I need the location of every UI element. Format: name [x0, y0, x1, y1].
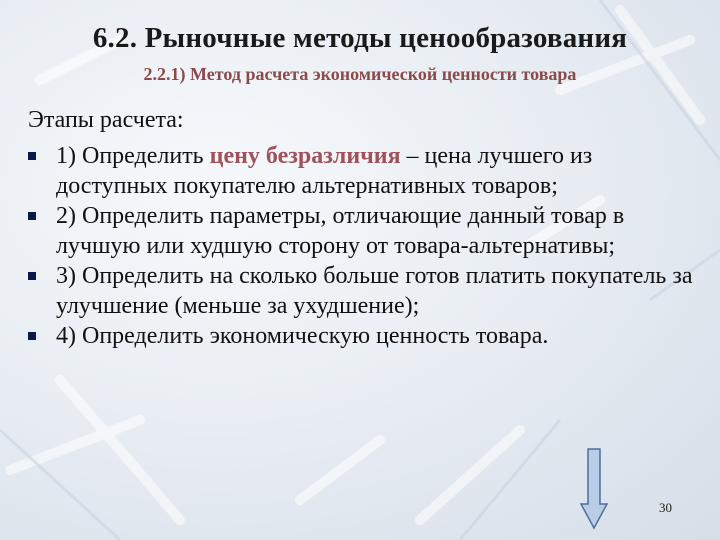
- list-item: [28, 261, 708, 321]
- square-bullet-icon: [28, 332, 36, 340]
- steps-list: [28, 141, 708, 351]
- intro-text: Этапы расчета:: [28, 107, 184, 133]
- square-bullet-icon: [28, 272, 36, 280]
- list-item: [28, 141, 708, 201]
- slide-subtitle: 2.2.1) Метод расчета экономической ценности товара: [143, 64, 577, 84]
- item-text: 3) Определить на сколько больше готов платить покупатель за улучшение (меньше за ухудшение);: [56, 263, 693, 319]
- item-text-suffix: – цена лучшего из доступных покупателю альтернативных товаров;: [56, 143, 593, 199]
- item-text: 2) Определить параметры, отличающие данный товар в лучшую или худшую сторону от товара-альтернативы;: [56, 203, 625, 259]
- square-bullet-icon: [28, 152, 36, 160]
- list-item: [28, 201, 708, 261]
- down-arrow-icon[interactable]: [580, 448, 608, 530]
- item-text: 4) Определить экономическую ценность товара.: [56, 323, 549, 349]
- slide-title: 6.2. Рыночные методы ценообразования: [92, 22, 628, 54]
- page-number: 30: [659, 500, 672, 515]
- item-text-prefix: 1) Определить: [56, 143, 210, 169]
- square-bullet-icon: [28, 212, 36, 220]
- highlight-term: цену безразличия: [209, 143, 401, 169]
- list-item: [28, 321, 708, 351]
